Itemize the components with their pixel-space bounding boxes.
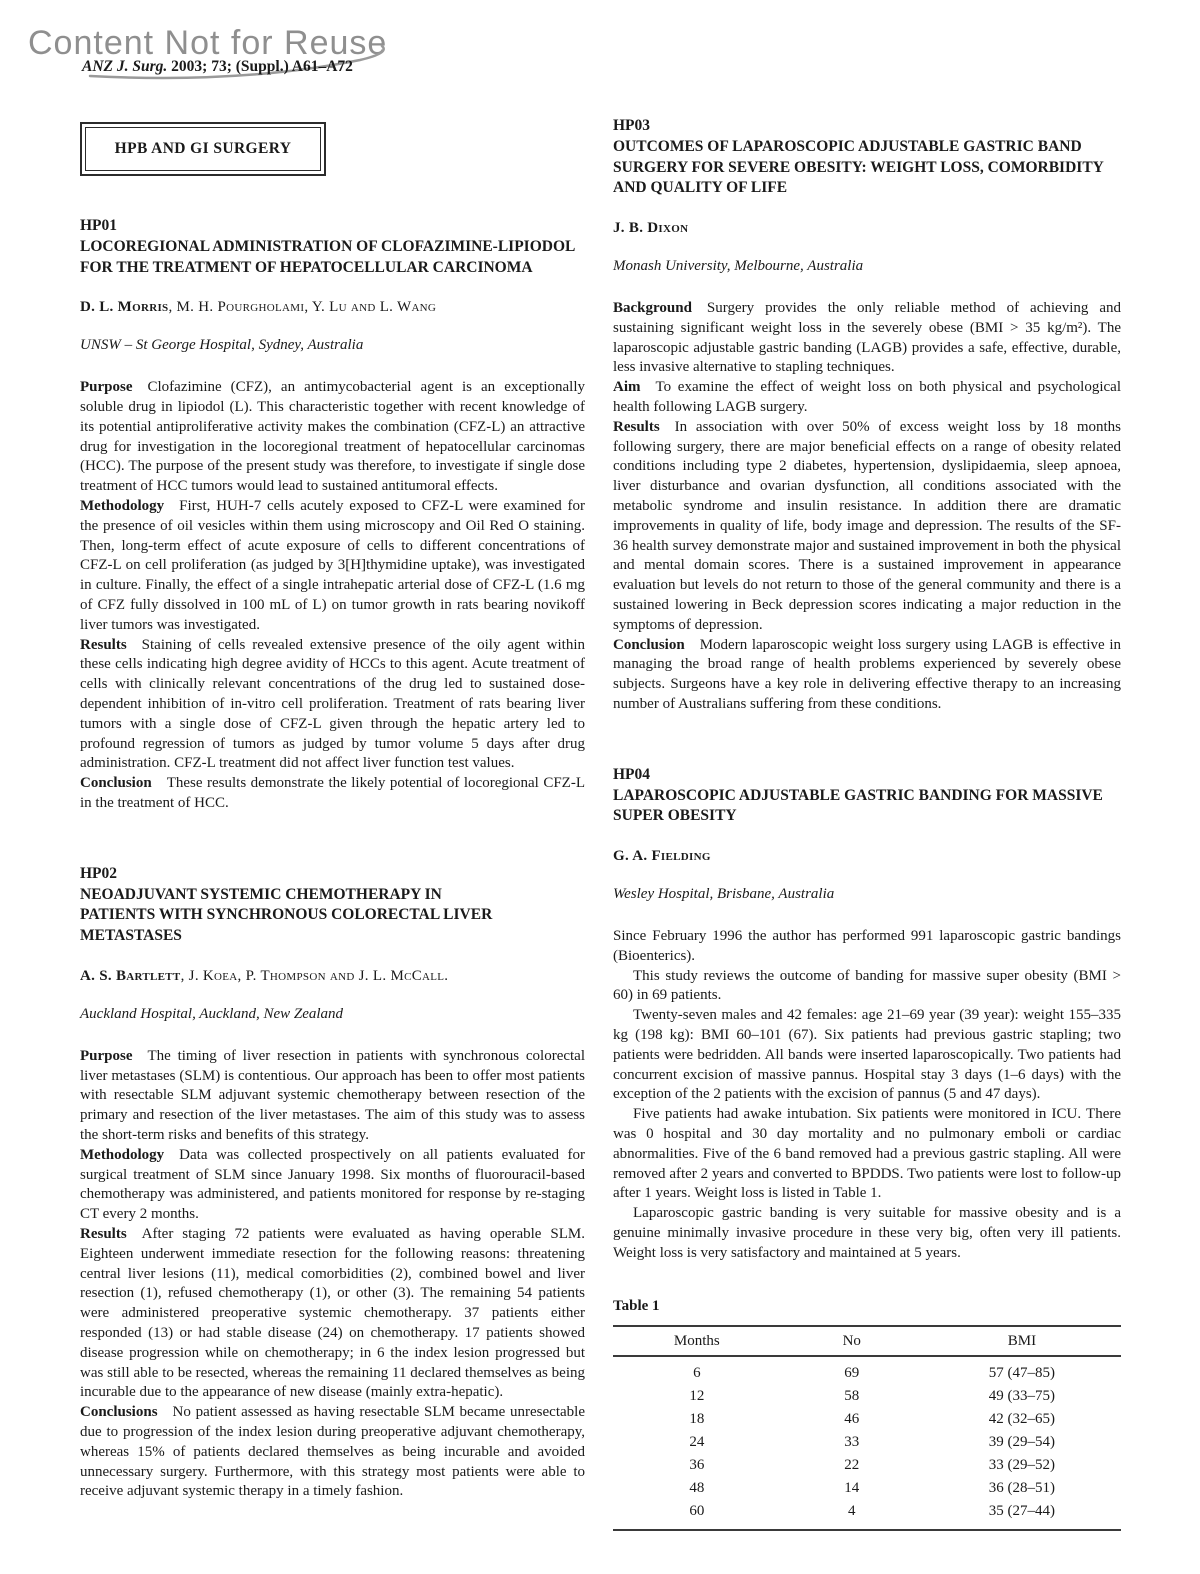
cell-months: 60 (689, 1502, 705, 1519)
table-row (613, 1477, 1121, 1500)
section-label: Purpose (80, 379, 133, 396)
abstract-title: LAPAROSCOPIC ADJUSTABLE GASTRIC BANDING FOR MASSIVE SUPER OBESITY (613, 786, 1103, 825)
cell-bmi: 57 (47–85) (988, 1364, 1056, 1381)
section-text: Surgery provides the only reliable method of achieving and sustaining significant weight loss in the severely obese (BMI > 35 kg/m²). The laparoscopic adjustable gastric banding (LAGB) provides a safe, effective, durable, less invasive alternative to stapling techniques. (613, 300, 1121, 376)
abstract-hp01 (80, 216, 585, 814)
abstract-authors (80, 299, 585, 316)
abstract-section-methodology (80, 497, 585, 636)
abstract-affiliation: Auckland Hospital, Auckland, New Zealand (80, 1005, 344, 1022)
abstract-section-conclusion (613, 636, 1121, 715)
section-text: Data was collected prospectively on all patients evaluated for surgical treatment of SLM since January 1998. Six months of fluorouracil-based chemotherapy was administered, and patients monitored for response by re-staging CT every 2 months. (80, 1146, 585, 1223)
section-text: The timing of liver resection in patients with synchronous colorectal liver metastases (SLM) is contentious. Our approach has been to offer most patients with resectable SLM adjuvant systemic chemotherapy between resection of the primary and resection of the liver metastases. The aim of this study was to assess the short-term risks and benefits of this strategy. (80, 1047, 585, 1144)
abstract-authors (613, 848, 1121, 865)
journal-name: ANZ J. Surg. (82, 58, 168, 75)
weight-loss-table (613, 1325, 1121, 1531)
abstract-authors (80, 968, 585, 985)
co-authors: , M. H. Pourgholami, Y. Lu and L. Wang (168, 299, 437, 316)
left-column (80, 116, 585, 1552)
first-author: A. S. Bartlett (80, 967, 181, 984)
journal-citation (82, 58, 353, 76)
abstract-section-methodology (80, 1146, 585, 1225)
cell-bmi: 35 (27–44) (988, 1502, 1056, 1519)
cell-no: 14 (844, 1479, 860, 1496)
table-row (613, 1431, 1121, 1454)
body-paragraph: Since February 1996 the author has performed 991 laparoscopic gastric bandings (Bioenterics). (613, 928, 1121, 964)
section-label: Conclusion (80, 775, 152, 792)
section-banner-label: HPB AND GI SURGERY (85, 127, 321, 171)
cell-months: 36 (689, 1456, 705, 1473)
cell-bmi: 39 (29–54) (988, 1433, 1056, 1450)
abstract-heading (613, 116, 1121, 199)
table-caption: Table 1 (613, 1297, 660, 1314)
abstract-affiliation: UNSW – St George Hospital, Sydney, Australia (80, 337, 364, 354)
section-banner (80, 122, 326, 176)
body-paragraph: This study reviews the outcome of banding for massive super obesity (BMI > 60) in 69 patients. (613, 967, 1121, 1004)
abstract-heading (80, 216, 585, 278)
table-row (613, 1356, 1121, 1385)
abstract-section-results (80, 636, 585, 775)
table-header-row (613, 1326, 1121, 1356)
abstract-section-purpose (80, 378, 585, 497)
section-label: Methodology (80, 498, 165, 515)
body-paragraph: Five patients had awake intubation. Six patients were monitored in ICU. There was 0 hospital and 30 day mortality and no pulmonary emboli or cardiac abnormalities. Five of the 6 band removed had a previous gastric stapling. All were removed after 2 years and converted to BPDDS. Two patients were lost to follow-up after 1 years. Weight loss is listed in Table 1. (613, 1106, 1121, 1202)
section-text: First, HUH-7 cells acutely exposed to CFZ-L were examined for the presence of oil vesicles within them using microscopy and Oil Red O staining. Then, long-term effect of acute exposure of cells to different concentrations of CFZ-L on cell proliferation (as judged by 3[H]thymidine uptake), was investigated in culture. Finally, the effect of a single intrahepatic arterial dose of CFZ-L (1.6 mg of CFZ fully dissolved in 100 mL of L) on tumor growth in rats bearing novikoff liver tumors was investigated. (80, 498, 585, 633)
abstract-code: HP02 (80, 864, 118, 882)
abstract-heading (613, 765, 1121, 827)
cell-no: 33 (844, 1433, 860, 1450)
cell-no: 46 (844, 1410, 860, 1427)
abstract-section-conclusion (80, 774, 585, 814)
section-label: Results (80, 1226, 127, 1243)
abstract-title: NEOADJUVANT SYSTEMIC CHEMOTHERAPY IN PATIENTS WITH SYNCHRONOUS COLORECTAL LIVER METASTASES (80, 885, 493, 945)
section-text: Staining of cells revealed extensive presence of the oily agent within these cells indicating high degree avidity of HCCs to this agent. Acute treatment of cells with clinically relevant concentrations of the drug led to sustained dose-dependent inhibition of in-vitro cell proliferation. Treatment of rats bearing liver tumors with a single dose of CFZ-L given through the hepatic artery led to profound regression of tumors as judged by tumor volume 5 days after drug administration. CFZ-L treatment did not affect liver function test values. (80, 636, 585, 772)
col-header-bmi: BMI (923, 1326, 1121, 1356)
section-label: Results (613, 418, 660, 435)
cell-no: 22 (844, 1456, 860, 1473)
section-label: Conclusions (80, 1404, 158, 1421)
abstract-section-results (613, 418, 1121, 636)
citation-pages: ; (Suppl.) A61–A72 (226, 58, 353, 75)
first-author: J. B. Dixon (613, 220, 689, 237)
abstract-code: HP03 (613, 117, 651, 134)
section-text: Modern laparoscopic weight loss surgery using LAGB is effective in managing the broad range of health problems experienced by severely obese subjects. Surgeons have a key role in delivering effective therapy to an increasing number of Australians suffering from these conditions. (613, 636, 1121, 712)
page-columns (0, 116, 1200, 1552)
right-column (613, 116, 1121, 1552)
section-label: Aim (613, 379, 641, 396)
cell-no: 4 (847, 1502, 856, 1519)
cell-bmi: 36 (28–51) (988, 1479, 1056, 1496)
abstract-code: HP04 (613, 765, 651, 783)
abstract-hp03 (613, 116, 1121, 715)
table-row (613, 1385, 1121, 1408)
first-author: G. A. Fielding (613, 848, 711, 865)
section-label: Purpose (80, 1047, 133, 1064)
section-text: In association with over 50% of excess weight loss by 18 months following surgery, there are major beneficial effects on a range of obesity related conditions including type 2 diabetes, hypertension, dyslipidaemia, sleep apnoea, liver disturbance and ovarian dysfunction, all conditions associated with the metabolic syndrome and insulin resistance. In addition there are dramatic improvements in quality of life, body image and depression. The results of the SF-36 health survey demonstrate major and sustained improvement in both the physical and mental domain scores. There is a sustained improvement in appearance evaluation but levels do not return to those of the general community and there is a sustained lowering in Beck depression scores indicating a major reduction in the symptoms of depression. (613, 418, 1121, 633)
abstract-hp04 (613, 765, 1121, 1531)
abstract-title: LOCOREGIONAL ADMINISTRATION OF CLOFAZIMINE-LIPIODOL FOR THE TREATMENT OF HEPATOCELLULAR CARCINOMA (80, 237, 575, 276)
abstract-title: OUTCOMES OF LAPAROSCOPIC ADJUSTABLE GASTRIC BAND SURGERY FOR SEVERE OBESITY: WEIGHT LOSS, COMORBIDITY AND QUALITY OF LIFE (613, 137, 1104, 197)
abstract-affiliation: Wesley Hospital, Brisbane, Australia (613, 886, 835, 903)
table-row (613, 1454, 1121, 1477)
section-label: Conclusion (613, 636, 685, 653)
citation-year: 2003; (167, 58, 212, 75)
section-text: No patient assessed as having resectable SLM became unresectable due to progression of the index lesion during preoperative adjuvant chemotherapy, whereas 15% of patients declared themselves as being incurable and avoided unnecessary surgery. Furthermore, with this strategy most patients were able to receive adjuvant systemic therapy in a timely fashion. (80, 1404, 585, 1500)
abstract-section-conclusions (80, 1403, 585, 1502)
body-paragraph: Twenty-seven males and 42 females: age 21–69 year (39 year): weight 155–335 kg (198 kg): BMI 60–101 (67). Six patients had previous gastric stapling; two patients were bedridden. All bands were inserted laparoscopically. Two patients had concurrent excision of massive pannus. Hospital stay 3 days (1–6 days) with the exception of the 2 patients with the excision of pannus (5 and 47 days). (613, 1007, 1121, 1103)
abstract-hp02 (80, 864, 585, 1502)
cell-months: 6 (693, 1364, 701, 1381)
abstract-section-results (80, 1225, 585, 1403)
cell-months: 12 (689, 1387, 705, 1404)
cell-bmi: 49 (33–75) (988, 1387, 1056, 1404)
cell-no: 58 (844, 1387, 860, 1404)
abstract-section-background (613, 299, 1121, 378)
watermark: Content Not for Reuse (28, 24, 388, 62)
section-text: After staging 72 patients were evaluated as having operable SLM. Eighteen underwent immediate resection for the following reasons: threatening central liver lesions (11), medical comorbidities (2), combined bowel and liver resection (1), refused chemotherapy (1), or other (3). The remaining 54 patients were administered preoperative systemic chemotherapy. 37 patients either responded (13) or had stable disease (24) on chemotherapy. 17 patients showed disease progression while on chemotherapy; in 6 the index lesion progressed but was still able to be resected, whereas the remaining 11 declared themselves as being incurable due to the appearance of new disease (mainly extra-hepatic). (80, 1226, 585, 1401)
citation-volume: 73 (211, 58, 227, 75)
section-text: To examine the effect of weight loss on both physical and psychological health following LAGB surgery. (613, 379, 1121, 416)
abstract-code: HP01 (80, 217, 118, 234)
first-author: D. L. Morris (80, 299, 169, 316)
cell-no: 69 (844, 1364, 860, 1381)
cell-months: 24 (689, 1433, 705, 1450)
section-label: Background (613, 300, 692, 317)
section-label: Results (80, 636, 127, 653)
table-row (613, 1500, 1121, 1530)
abstract-heading (80, 864, 585, 947)
section-label: Methodology (80, 1146, 165, 1163)
section-text: Clofazimine (CFZ), an antimycobacterial agent is an exceptionally soluble drug in lipiodol (L). This characteristic together with recent knowledge of its potential antiproliferative activity makes the combination (CFZ-L) an attractive drug for investigation in the locoregional treatment of hepatocellular carcinomas (HCC). The purpose of the present study was therefore, to investigate if single dose treatment of HCC tumors would lead to sustained antitumoral effects. (80, 379, 585, 495)
abstract-section-purpose (80, 1047, 585, 1146)
cell-months: 48 (689, 1479, 705, 1496)
cell-bmi: 42 (32–65) (988, 1410, 1056, 1427)
col-header-no: No (781, 1326, 923, 1356)
table-row (613, 1408, 1121, 1431)
co-authors: , J. Koea, P. Thompson and J. L. McCall. (180, 967, 449, 984)
body-paragraph: Laparoscopic gastric banding is very suitable for massive obesity and is a genuine minimally invasive procedure in these very big, often very ill patients. Weight loss is very satisfactory and maintained at 5 years. (613, 1205, 1121, 1261)
abstract-section-aim (613, 378, 1121, 418)
abstract-authors (613, 220, 1121, 237)
cell-months: 18 (689, 1410, 705, 1427)
abstract-affiliation: Monash University, Melbourne, Australia (613, 258, 864, 275)
col-header-months: Months (613, 1326, 781, 1356)
cell-bmi: 33 (29–52) (988, 1456, 1056, 1473)
section-text: These results demonstrate the likely potential of locoregional CFZ-L in the treatment of HCC. (80, 775, 585, 812)
